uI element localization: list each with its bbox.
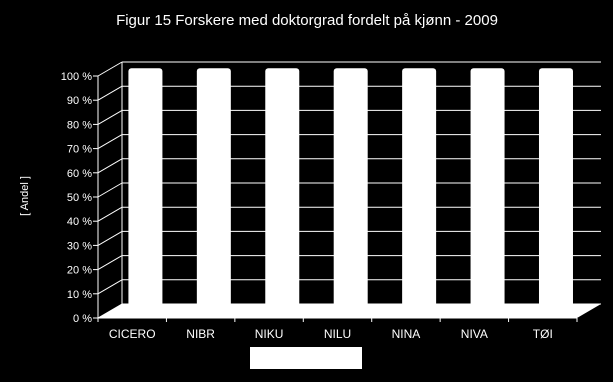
y-tick-label: 0 % <box>73 313 92 325</box>
y-tick-labels <box>61 71 92 325</box>
bar <box>334 68 368 310</box>
bar <box>402 68 436 310</box>
y-tick-label: 50 % <box>66 192 92 204</box>
y-tick-label: 10 % <box>66 288 92 301</box>
x-tick-label: NINA <box>391 327 421 341</box>
bar <box>265 68 299 310</box>
y-tick-label: 70 % <box>66 143 92 156</box>
y-tick-label: 30 % <box>66 240 92 253</box>
bar <box>197 68 231 310</box>
y-tick-label: 40 % <box>66 216 92 229</box>
y-tick-label: 90 % <box>66 95 92 108</box>
y-tick-label: 100 % <box>60 71 92 83</box>
chart-title: Figur 15 Forskere med doktorgrad fordelt på kjønn - 2009 <box>116 12 498 29</box>
y-tick-label: 60 % <box>66 167 92 180</box>
y-axis-label: [ Andel ] <box>19 176 31 216</box>
bar <box>471 68 505 310</box>
y-tick-label: 80 % <box>66 119 92 132</box>
x-tick-label: CICERO <box>108 327 156 341</box>
bar <box>539 68 573 310</box>
legend-box <box>250 347 362 369</box>
x-tick-labels <box>98 318 577 341</box>
x-tick-label: NIBR <box>186 327 215 341</box>
x-tick-label: NIVA <box>460 327 488 341</box>
x-tick-label: TØI <box>532 327 553 341</box>
x-tick-label: NILU <box>323 327 352 341</box>
bars <box>128 68 573 310</box>
y-tick-label: 20 % <box>66 264 92 277</box>
x-tick-label: NIKU <box>254 327 284 341</box>
bar <box>128 68 162 310</box>
